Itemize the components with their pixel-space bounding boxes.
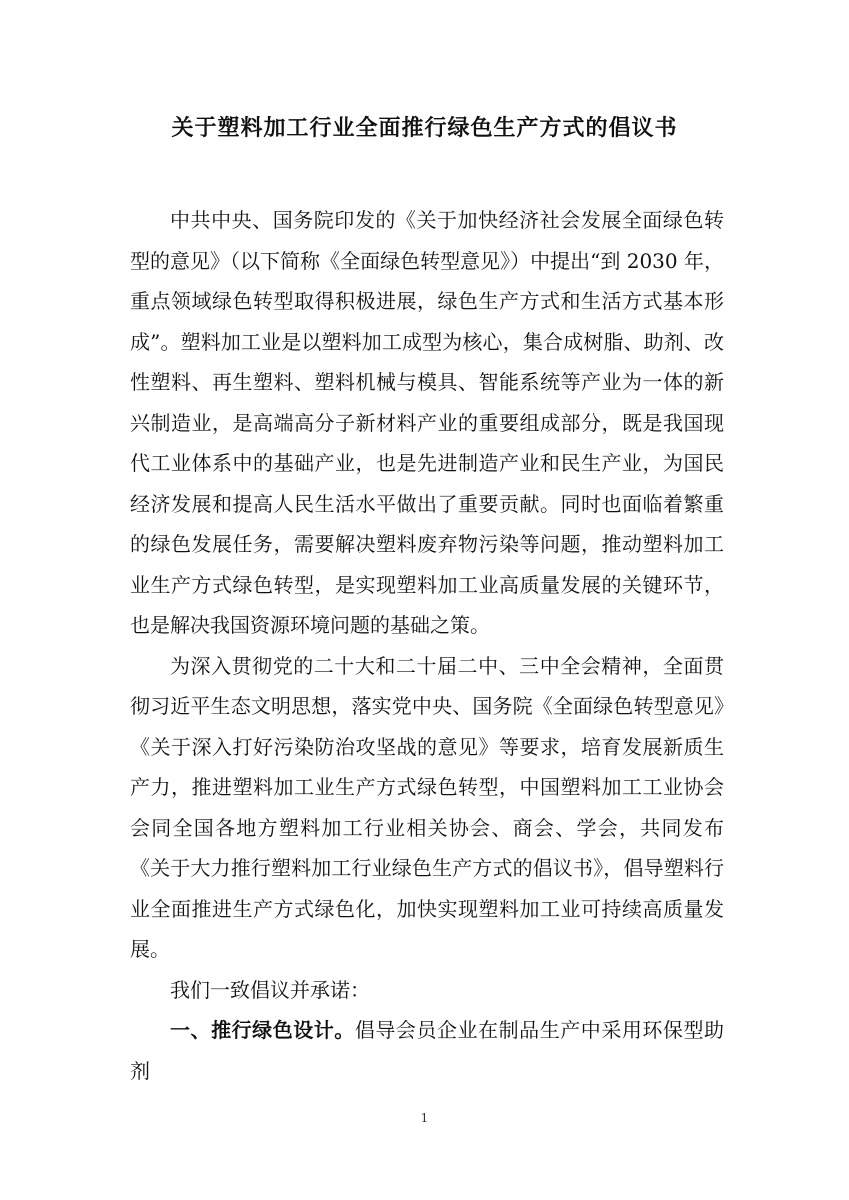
- page-number: 1: [420, 1111, 429, 1125]
- paragraph-2: 为深入贯彻党的二十大和二十届二中、三中全会精神，全面贯彻习近平生态文明思想，落实党中央、国务院《全面绿色转型意见》《关于深入打好污染防治攻坚战的意见》等要求，培育发展新质生产力，推进塑料加工业生产方式绿色转型，中国塑料加工工业协会会同全国各地方塑料加工行业相关协会、商会、学会，共同发布《关于大力推行塑料加工行业绿色生产方式的倡议书》，倡导塑料行业全面推进生产方式绿色化，加快实现塑料加工业可持续高质量发展。: [130, 653, 724, 961]
- paragraph-4: [130, 1010, 724, 1091]
- paragraph-3: 我们一致倡议并承诺：: [170, 977, 370, 1002]
- paragraph-1: 中共中央、国务院印发的《关于加快经济社会发展全面绿色转型的意见》（以下简称《全面绿色转型意见》）中提出“到 2030 年，重点领域绿色转型取得积极进展，绿色生产方式和生活方式基本形成”。塑料加工业是以塑料加工成型为核心，集合成树脂、助剂、改性塑料、再生塑料、塑料机械与模具、智能系统等产业为一体的新兴制造业，是高端高分子新材料产业的重要组成部分，既是我国现代工业体系中的基础产业，也是先进制造产业和民生产业，为国民经济发展和提高人民生活水平做出了重要贡献。同时也面临着繁重的绿色发展任务，需要解决塑料废弃物污染等问题，推动塑料加工业生产方式绿色转型，是实现塑料加工业高质量发展的关键环节，也是解决我国资源环境问题的基础之策。: [130, 208, 724, 637]
- item-1-text: 倡导会员企业在制品生产中采用环保型助剂: [130, 1018, 725, 1083]
- item-1-heading: 一、推行绿色设计。: [170, 1018, 355, 1042]
- document-title: 关于塑料加工行业全面推行绿色生产方式的倡议书: [171, 115, 678, 141]
- document-body: [130, 200, 724, 1091]
